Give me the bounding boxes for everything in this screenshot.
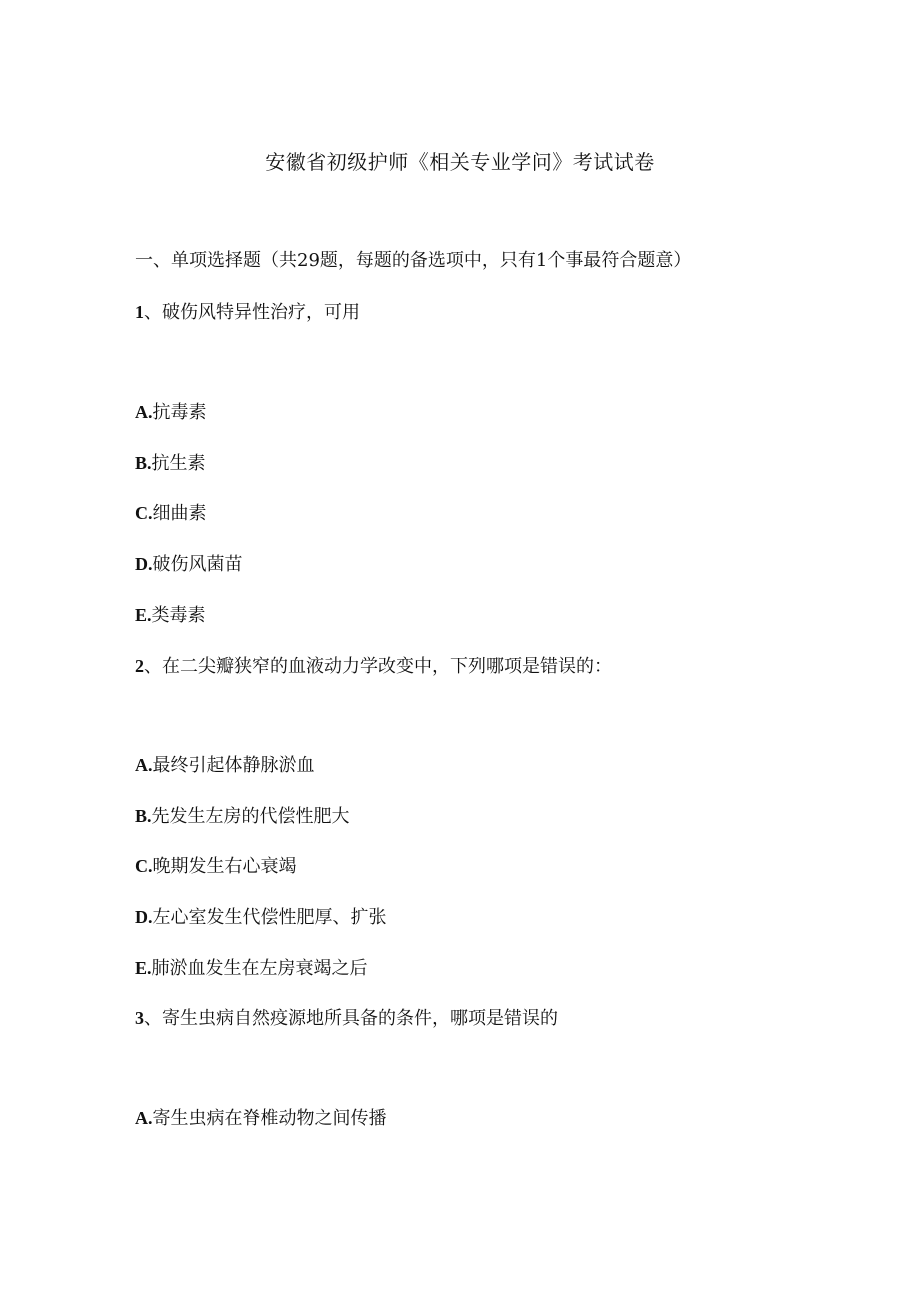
option-letter: A. (135, 1108, 153, 1128)
q1-option-e (135, 603, 206, 628)
q2-option-b (135, 804, 350, 829)
option-letter: C. (135, 856, 153, 876)
option-letter: D. (135, 907, 153, 927)
option-letter: E. (135, 958, 152, 978)
question-text: 、在二尖瓣狭窄的血液动力学改变中，下列哪项是错误的： (144, 656, 612, 677)
q2-option-d (135, 905, 387, 930)
question-number: 2 (135, 656, 144, 676)
q1-option-a (135, 400, 207, 425)
q2-option-e (135, 956, 368, 981)
option-letter: B. (135, 806, 152, 826)
option-text: 细曲素 (152, 503, 207, 524)
option-letter: E. (135, 605, 152, 625)
option-text: 类毒素 (151, 605, 206, 626)
option-letter: D. (135, 554, 153, 574)
question-text: 、寄生虫病自然疫源地所具备的条件，哪项是错误的 (144, 1008, 558, 1029)
option-letter: A. (135, 755, 153, 775)
option-text: 抗生素 (151, 453, 206, 474)
question-number: 3 (135, 1008, 144, 1028)
q2-option-a (135, 753, 315, 778)
option-text: 寄生虫病在脊椎动物之间传播 (152, 1108, 387, 1129)
option-text: 破伤风菌苗 (152, 554, 243, 575)
option-text: 左心室发生代偿性肥厚、扩张 (152, 907, 387, 928)
q2-option-c (135, 854, 297, 879)
question-3-stem (135, 1006, 558, 1031)
question-2-stem (135, 654, 612, 679)
document-title: 安徽省初级护师《相关专业学问》考试试卷 (265, 150, 655, 174)
q3-option-a (135, 1106, 387, 1131)
question-number: 1 (135, 302, 144, 322)
option-text: 先发生左房的代偿性肥大 (151, 806, 350, 827)
q1-option-b (135, 451, 206, 476)
question-text: 、破伤风特异性治疗，可用 (144, 302, 360, 323)
section-heading: 一、单项选择题（共29题，每题的备选项中，只有1个事最符合题意） (135, 250, 692, 271)
option-text: 晚期发生右心衰竭 (152, 856, 297, 877)
option-text: 抗毒素 (152, 402, 207, 423)
question-1-stem (135, 300, 360, 325)
option-text: 最终引起体静脉淤血 (152, 755, 315, 776)
option-text: 肺淤血发生在左房衰竭之后 (151, 958, 368, 979)
option-letter: B. (135, 453, 152, 473)
option-letter: C. (135, 503, 153, 523)
q1-option-c (135, 501, 207, 526)
option-letter: A. (135, 402, 153, 422)
q1-option-d (135, 552, 243, 577)
